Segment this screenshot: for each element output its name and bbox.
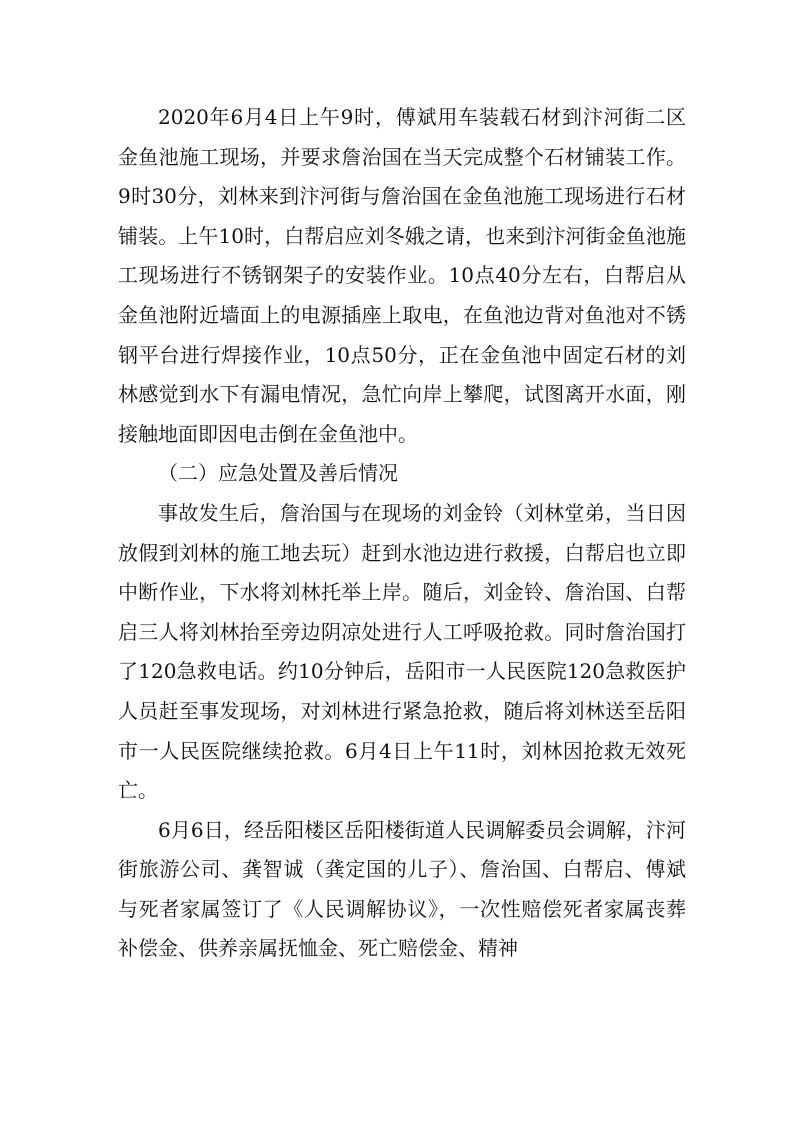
document-body [118, 98, 686, 969]
paragraph-rescue: 事故发生后，詹治国与在现场的刘金铃（刘林堂弟，当日因放假到刘林的施工地去玩）赶到水池边进行救援，白帮启也立即中断作业，下水将刘林托举上岸。随后，刘金铃、詹治国、白帮启三人将刘林抬至旁边阴凉处进行人工呼吸抢救。同时詹治国打了120急救电话。约10分钟后，岳阳市一人民医院120急救医护人员赶至事发现场，对刘林进行紧急抢救，随后将刘林送至岳阳市一人民医院继续抢救。6月4日上午11时，刘林因抢救无效死亡。 [118, 500, 686, 803]
paragraph-mediation: 6月6日，经岳阳楼区岳阳楼街道人民调解委员会调解，汴河街旅游公司、龚智诚（龚定国的儿子）、詹治国、白帮启、傅斌与死者家属签订了《人民调解协议》，一次性赔偿死者家属丧葬补偿金、供养亲属抚恤金、死亡赔偿金、精神 [118, 817, 686, 961]
section-heading-emergency-response: （二）应急处置及善后情况 [158, 461, 398, 486]
paragraph-incident-timeline: 2020年6月4日上午9时，傅斌用车装载石材到汴河街二区金鱼池施工现场，并要求詹治国在当天完成整个石材铺装工作。9时30分，刘林来到汴河街与詹治国在金鱼池施工现场进行石材铺装。上午10时，白帮启应刘冬娥之请，也来到汴河街金鱼池施工现场进行不锈钢架子的安装作业。10点40分左右，白帮启从金鱼池附近墙面上的电源插座上取电，在鱼池边背对鱼池对不锈钢平台进行焊接作业，10点50分，正在金鱼池中固定石材的刘林感觉到水下有漏电情况，急忙向岸上攀爬，试图离开水面，刚接触地面即因电击倒在金鱼池中。 [118, 105, 686, 446]
